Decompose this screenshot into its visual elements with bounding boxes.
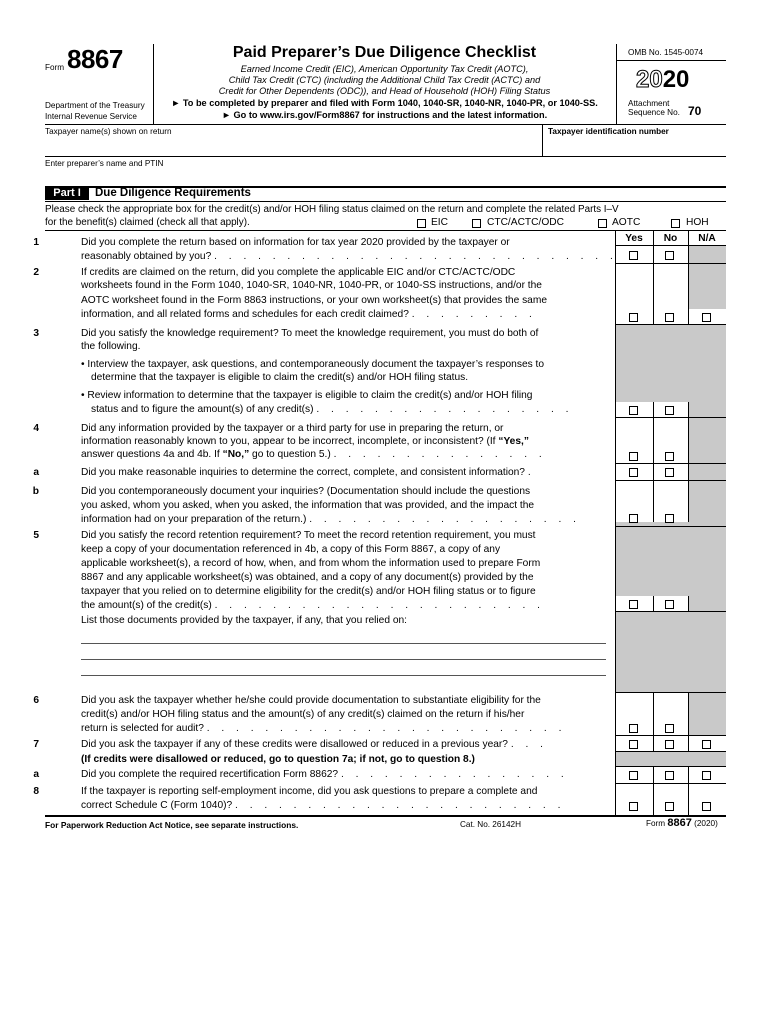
preparer-field[interactable] xyxy=(45,168,726,185)
q7-na-checkbox[interactable] xyxy=(702,740,711,749)
q1-no-checkbox[interactable] xyxy=(665,251,674,260)
q5-line-2: keep a copy of your documentation referenced in 4b, a copy of this Form 8867, a copy of any xyxy=(81,544,501,555)
shade-q5 xyxy=(616,522,726,596)
q3-bullet-1-line-2: determine that the taxpayer is eligible to claim the credit(s) and/or HOH filing status. xyxy=(91,372,469,383)
q3-yes-checkbox[interactable] xyxy=(629,406,638,415)
q4a-no-checkbox[interactable] xyxy=(665,468,674,477)
aotc-checkbox[interactable] xyxy=(598,219,607,228)
header-divider-right xyxy=(616,44,617,124)
q2-line-4: information, and all related forms and schedules for each credit claimed? . . . . . . . . . xyxy=(81,309,537,320)
subtitle-line-3: Credit for Other Dependents (ODC)), and Head of Household (HOH) Filing Status xyxy=(218,86,551,96)
form-number: 8867 xyxy=(67,44,123,74)
q4b-line-2: you asked, whom you asked, when you asked, the information that was provided, and the impact the xyxy=(81,500,535,511)
list-row-rule xyxy=(615,692,726,693)
q7-row-rule xyxy=(615,751,726,752)
na-shade-q6 xyxy=(689,692,726,735)
q2-row-rule xyxy=(615,324,726,325)
ctc-checkbox[interactable] xyxy=(472,219,481,228)
na-shade-q5 xyxy=(689,596,726,611)
q2-line-2: worksheets found in the Form 1040, 1040-SR, 1040-NR, 1040-PR, or 1040-SS instructions, and/or the xyxy=(81,280,542,291)
q7a-letter: a xyxy=(33,769,39,780)
q5-list-line-2[interactable] xyxy=(81,659,606,660)
q1-line-2: reasonably obtained by you? . . . . . . . . . . . . . . . . . . . . . . . . . . . . xyxy=(81,251,618,262)
q4-row-rule xyxy=(615,463,726,464)
eic-label: EIC xyxy=(431,217,448,228)
na-shade-q4 xyxy=(689,418,726,522)
q7-number: 7 xyxy=(33,739,39,750)
q4-line-2: information reasonably known to you, appear to be incorrect, incomplete, or inconsistent? (If “Yes,” xyxy=(81,436,529,447)
q4-line-1: Did any information provided by the taxpayer or a third party for use in preparing the return, or xyxy=(81,423,504,434)
q6-yes-checkbox[interactable] xyxy=(629,724,638,733)
q7a-na-checkbox[interactable] xyxy=(702,771,711,780)
q3-bullet-2-line-2: status and to figure the amount(s) of any credit(s) . . . . . . . . . . . . . . . . . . xyxy=(91,404,573,415)
q1-line-1: Did you complete the return based on information for tax year 2020 provided by the taxpayer or xyxy=(81,237,510,248)
dept-treasury: Department of the Treasury xyxy=(45,101,145,110)
col-no-header: No xyxy=(663,233,678,244)
q6-no-checkbox[interactable] xyxy=(665,724,674,733)
ctc-label: CTC/ACTC/ODC xyxy=(487,217,564,228)
part1-intro-1: Please check the appropriate box for the credit(s) and/or HOH filing status claimed on the return and complete the related Parts I–V xyxy=(45,204,619,215)
q8-line-2: correct Schedule C (Form 1040)? . . . . . . . . . . . . . . . . . . . . . . . xyxy=(81,800,565,811)
q4b-row-rule xyxy=(615,526,726,527)
q4a-line-1: Did you make reasonable inquiries to determine the correct, complete, and consistent information? . xyxy=(81,467,536,478)
footer-top-rule xyxy=(45,815,726,817)
q4-yes-checkbox[interactable] xyxy=(629,452,638,461)
q3-no-checkbox[interactable] xyxy=(665,406,674,415)
q5-no-checkbox[interactable] xyxy=(665,600,674,609)
q2-yes-checkbox[interactable] xyxy=(629,313,638,322)
subtitle-line-1: Earned Income Credit (EIC), American Opportunity Tax Credit (AOTC), xyxy=(240,64,529,74)
preparer-label: Enter preparer’s name and PTIN xyxy=(45,159,164,168)
q4a-row-rule xyxy=(615,480,726,481)
q6-line-1: Did you ask the taxpayer whether he/she could provide documentation to substantiate eligibility for the xyxy=(81,695,541,706)
eic-checkbox[interactable] xyxy=(417,219,426,228)
paperwork-notice: For Paperwork Reduction Act Notice, see separate instructions. xyxy=(45,820,299,830)
q7-note-rule xyxy=(615,766,726,767)
taxpayer-name-label: Taxpayer name(s) shown on return xyxy=(45,127,172,136)
q2-no-checkbox[interactable] xyxy=(665,313,674,322)
aotc-label: AOTC xyxy=(612,217,641,228)
q7a-row-rule xyxy=(615,783,726,784)
q6-number: 6 xyxy=(33,695,39,706)
q4-number: 4 xyxy=(33,423,39,434)
taxpayer-id-label: Taxpayer identification number xyxy=(548,127,669,136)
name-field-divider xyxy=(542,124,543,156)
sequence-label: Sequence No. xyxy=(628,108,680,117)
q5-line-4: 8867 and any applicable worksheet(s) was obtained, and a copy of any document(s) provided by the xyxy=(81,572,534,583)
q5-list-line-1[interactable] xyxy=(81,643,606,644)
attachment-label: Attachment xyxy=(628,99,670,108)
q3-line-1: Did you satisfy the knowledge requirement? To meet the knowledge requirement, you must do both of xyxy=(81,328,539,339)
q4b-letter: b xyxy=(32,486,39,497)
q5-yes-checkbox[interactable] xyxy=(629,600,638,609)
q4b-yes-checkbox[interactable] xyxy=(629,514,638,523)
part1-title: Due Diligence Requirements xyxy=(95,187,251,199)
hoh-checkbox[interactable] xyxy=(671,219,680,228)
sequence-number: 70 xyxy=(688,104,702,118)
q5-list-prompt: List those documents provided by the taxpayer, if any, that you relied on: xyxy=(81,615,408,626)
q7a-yes-checkbox[interactable] xyxy=(629,771,638,780)
na-shade-q1 xyxy=(689,246,726,309)
q2-line-1: If credits are claimed on the return, did you complete the applicable EIC and/or CTC/ACTC/ODC xyxy=(81,267,516,278)
q8-na-checkbox[interactable] xyxy=(702,802,711,811)
q5-row-rule xyxy=(615,611,726,612)
options-bottom-rule xyxy=(45,230,726,231)
q5-line-5: taxpayer that you relied on to determine eligibility for the credit(s) and/or HOH filing status or to figure xyxy=(81,586,536,597)
q4b-no-checkbox[interactable] xyxy=(665,514,674,523)
q4b-line-3: information had on your preparation of the return.) . . . . . . . . . . . . . . . . . . . xyxy=(81,514,581,525)
instruction-line-1: ► To be completed by preparer and filed with Form 1040, 1040-SR, 1040-NR, 1040-PR, or 1040-SS. xyxy=(171,98,598,108)
q2-line-3: AOTC worksheet found in the Form 8863 instructions, or your own worksheet(s) that provides the same xyxy=(81,295,548,306)
q5-line-6: the amount(s) of the credit(s) . . . . . . . . . . . . . . . . . . . . . . . xyxy=(81,600,545,611)
na-shade-q3 xyxy=(689,402,726,417)
hoh-label: HOH xyxy=(686,217,709,228)
col-na-header: N/A xyxy=(698,233,716,244)
shade-q3 xyxy=(616,324,726,402)
q3-number: 3 xyxy=(33,328,39,339)
q6-row-rule xyxy=(615,735,726,736)
q5-line-3: applicable worksheet(s), a record of how, when, and from whom the information used to prepare Form xyxy=(81,558,541,569)
form-label: Form xyxy=(45,63,65,72)
q1-number: 1 xyxy=(33,237,39,248)
name-fields-bottom-rule xyxy=(45,156,726,157)
footer-form-ref: Form 8867 (2020) xyxy=(646,817,718,829)
q4a-yes-checkbox[interactable] xyxy=(629,468,638,477)
q3-bullet-2-line-1: • Review information to determine that the taxpayer is eligible to claim the credit(s) and/or HOH filing xyxy=(81,390,533,401)
q1-yes-checkbox[interactable] xyxy=(629,251,638,260)
q3-row-rule xyxy=(615,417,726,418)
q7a-line-1: Did you complete the required recertification Form 8862? . . . . . . . . . . . . . . . . xyxy=(81,769,569,780)
q4-no-checkbox[interactable] xyxy=(665,452,674,461)
q4-line-3: answer questions 4a and 4b. If “No,” go to question 5.) . . . . . . . . . . . . . . . xyxy=(81,449,547,460)
shade-list xyxy=(616,611,726,692)
part1-intro-2: for the benefit(s) claimed (check all that apply). xyxy=(45,217,250,228)
irs-label: Internal Revenue Service xyxy=(45,112,137,121)
q6-line-3: return is selected for audit? . . . . . . . . . . . . . . . . . . . . . . . . . xyxy=(81,723,566,734)
instruction-line-2: ► Go to www.irs.gov/Form8867 for instructions and the latest information. xyxy=(221,110,548,120)
taxpayer-name-field[interactable] xyxy=(45,136,542,155)
shade-q7-note xyxy=(616,752,726,766)
q3-line-2: the following. xyxy=(81,341,141,352)
q6-line-2: credit(s) and/or HOH filing status and the amount(s) of any credit(s) claimed on the return if his/her xyxy=(81,709,525,720)
q5-list-line-3[interactable] xyxy=(81,675,606,676)
omb-number: OMB No. 1545-0074 xyxy=(628,48,704,57)
part1-title-rule xyxy=(45,201,726,202)
q7-line-1: Did you ask the taxpayer if any of these credits were disallowed or reduced in a previous year? . . . xyxy=(81,739,548,750)
q1-row-rule xyxy=(615,263,726,264)
q2-na-checkbox[interactable] xyxy=(702,313,711,322)
q8-yes-checkbox[interactable] xyxy=(629,802,638,811)
q3-bullet-1-line-1: • Interview the taxpayer, ask questions, and contemporaneously document the taxpayer’s responses to xyxy=(81,359,545,370)
q7-instruction: (If credits were disallowed or reduced, go to question 7a; if not, go to question 8.) xyxy=(81,754,475,765)
q5-line-1: Did you satisfy the record retention requirement? To meet the record retention requirement, you must xyxy=(81,530,536,541)
q4a-letter: a xyxy=(33,467,39,478)
q8-line-1: If the taxpayer is reporting self-employment income, did you ask questions to prepare a complete and xyxy=(81,786,538,797)
col-yes-header: Yes xyxy=(625,233,643,244)
q4b-line-1: Did you contemporaneously document your inquiries? (Documentation should include the questions xyxy=(81,486,531,497)
catalog-number: Cat. No. 26142H xyxy=(460,820,521,829)
q5-number: 5 xyxy=(33,530,39,541)
taxpayer-id-field[interactable] xyxy=(548,136,726,155)
q7-no-checkbox[interactable] xyxy=(665,740,674,749)
form-title: Paid Preparer’s Due Diligence Checklist xyxy=(232,44,537,61)
omb-divider xyxy=(616,60,726,61)
q8-no-checkbox[interactable] xyxy=(665,802,674,811)
q7a-no-checkbox[interactable] xyxy=(665,771,674,780)
q7-yes-checkbox[interactable] xyxy=(629,740,638,749)
q8-number: 8 xyxy=(33,786,39,797)
header-bottom-rule xyxy=(45,124,726,125)
subtitle-line-2: Child Tax Credit (CTC) (including the Additional Child Tax Credit (ACTC) and xyxy=(228,75,541,85)
part1-badge: Part I xyxy=(45,187,89,200)
q2-number: 2 xyxy=(33,267,39,278)
tax-year: 2020 xyxy=(636,66,690,93)
